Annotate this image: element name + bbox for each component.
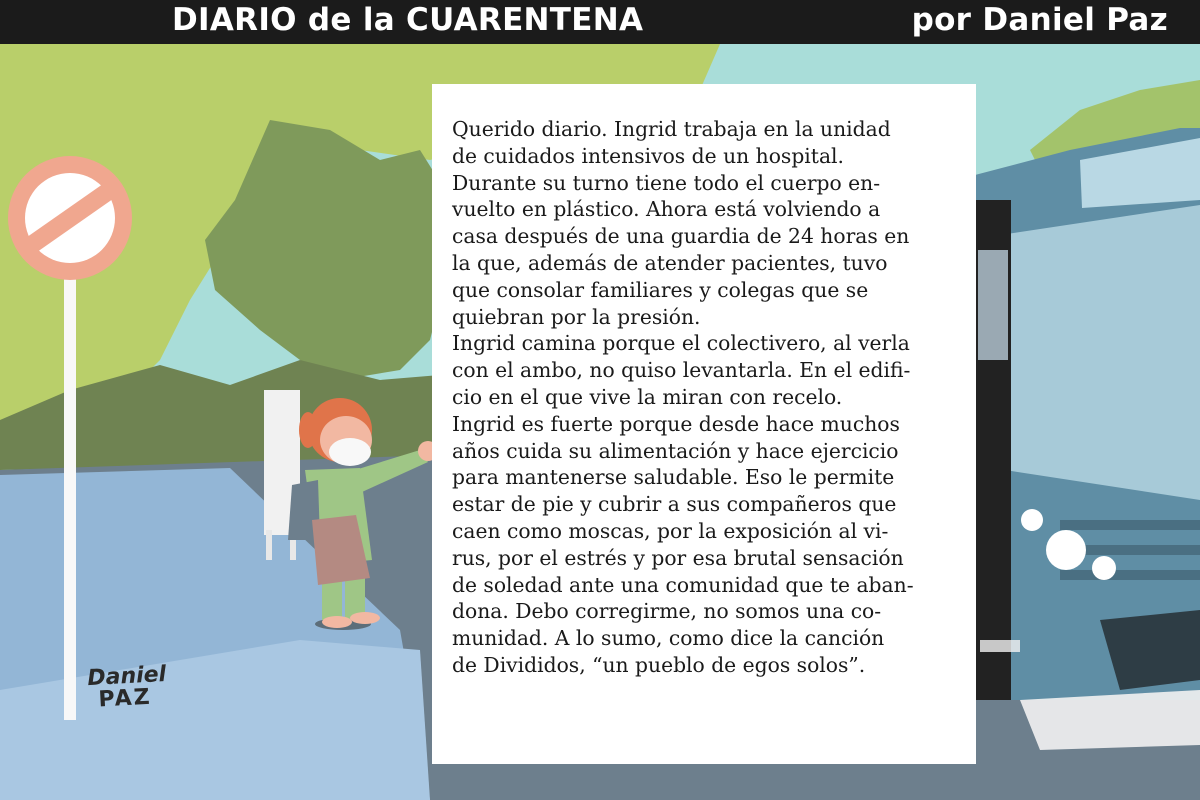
- comic-title: DIARIO de la CUARENTENA: [172, 2, 644, 38]
- text-line: de Divididos, “un pueblo de egos solos”.: [452, 652, 866, 677]
- text-line: dona. Debo corregirme, no somos una co-: [452, 599, 882, 624]
- text-line: que consolar familiares y colegas que se: [452, 277, 869, 302]
- text-line: con el ambo, no quiso levantarla. En el edifi-: [452, 358, 911, 383]
- text-line: Querido diario. Ingrid trabaja en la unidad: [452, 117, 891, 141]
- text-line: cio en el que vive la miran con recelo.: [452, 384, 843, 409]
- text-line: munidad. A lo sumo, como dice la canción: [452, 626, 885, 651]
- comic-author: por Daniel Paz: [911, 2, 1168, 38]
- text-line: vuelto en plástico. Ahora está volviendo a: [452, 197, 881, 222]
- text-line: Durante su turno tiene todo el cuerpo en-: [452, 170, 881, 195]
- signature-line: PAZ: [97, 684, 153, 713]
- artist-signature: [86, 661, 168, 713]
- text-line: Ingrid es fuerte porque desde hace muchos: [452, 411, 900, 436]
- diary-text-box: [432, 84, 976, 764]
- text-line: de soledad ante una comunidad que te aban-: [452, 572, 914, 597]
- text-line: estar de pie y cubrir a sus compañeros que: [452, 492, 897, 517]
- text-line: caen como moscas, por la exposición al vi-: [452, 518, 889, 543]
- text-line: años cuida su alimentación y hace ejercicio: [452, 438, 899, 463]
- text-line: rus, por el estrés y por esa brutal sensación: [452, 545, 904, 570]
- header-bar: [0, 0, 1200, 44]
- text-line: para mantenerse saludable. Eso le permite: [452, 465, 895, 490]
- text-line: Ingrid camina porque el colectivero, al verla: [452, 331, 910, 356]
- signature-line: Daniel: [86, 661, 167, 692]
- text-line: de cuidados intensivos de un hospital.: [452, 143, 844, 168]
- text-line: casa después de una guardia de 24 horas en: [452, 224, 910, 249]
- diary-text: [452, 116, 962, 679]
- text-line: la que, además de atender pacientes, tuvo: [452, 250, 888, 275]
- text-line: quiebran por la presión.: [452, 304, 701, 329]
